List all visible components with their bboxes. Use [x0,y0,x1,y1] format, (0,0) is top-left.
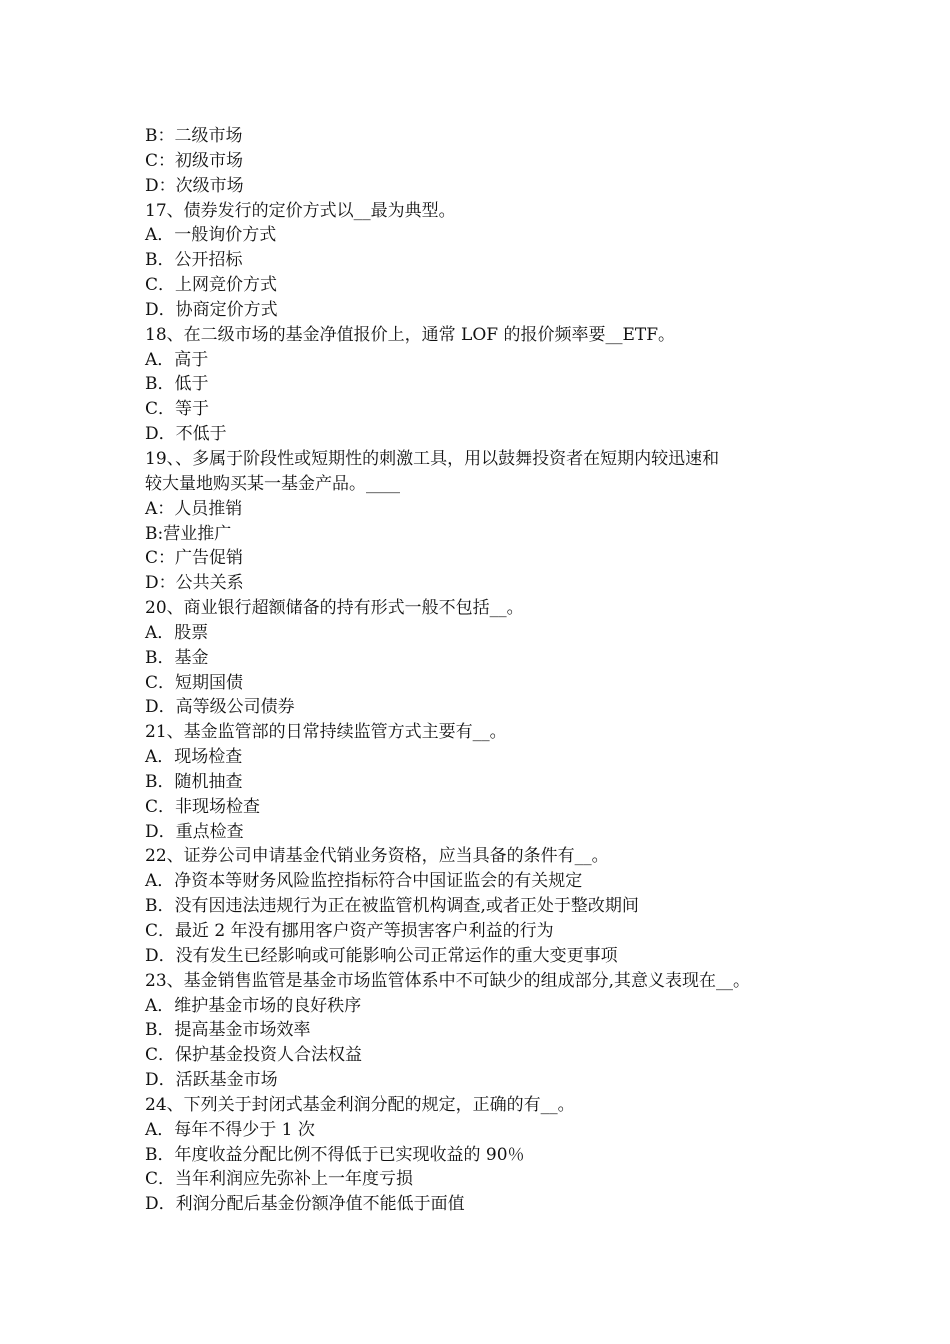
option-line: B．提高基金市场效率 [145,1020,311,1041]
question-18: 18、在二级市场的基金净值报价上，通常 LOF 的报价频率要__ETF。 [145,324,676,345]
option-line: A．现场检查 [145,747,243,768]
option-line: C：广告促销 [145,548,244,569]
option-line: D．高等级公司债券 [145,697,295,718]
option-line: B．年度收益分配比例不得低于已实现收益的 90％ [145,1144,525,1165]
option-line: C．等于 [145,399,210,420]
question-19: 19、、多属于阶段性或短期性的刺激工具，用以鼓舞投资者在短期内较迅速和 [145,448,720,469]
option-line: A．股票 [145,622,209,643]
question-19-continued: 较大量地购买某一基金产品。____ [145,473,400,494]
option-line: D：公共关系 [145,573,244,594]
option-line: D．活跃基金市场 [145,1070,278,1091]
question-20: 20、商业银行超额储备的持有形式一般不包括__。 [145,598,524,619]
option-line: B．公开招标 [145,250,243,271]
option-line: C．上网竞价方式 [145,275,278,296]
question-24: 24、下列关于封闭式基金利润分配的规定，正确的有__。 [145,1094,575,1115]
option-line: D．重点检查 [145,821,244,842]
option-line: A．每年不得少于 1 次 [145,1119,315,1140]
option-line: A．一般询价方式 [145,225,277,246]
option-line: B．低于 [145,374,209,395]
option-line: D：次级市场 [145,175,244,196]
question-17: 17、债券发行的定价方式以__最为典型。 [145,200,456,221]
option-line: B:营业推广 [145,523,232,544]
option-line: C．非现场检查 [145,796,261,817]
option-line: C．当年利润应先弥补上一年度亏损 [145,1169,414,1190]
option-line: C．保护基金投资人合法权益 [145,1045,363,1066]
option-line: A．维护基金市场的良好秩序 [145,995,362,1016]
option-line: C：初级市场 [145,150,244,171]
option-line: B．没有因违法违规行为正在被监管机构调查,或者正处于整改期间 [145,896,639,917]
option-line: D．利润分配后基金份额净值不能低于面值 [145,1194,465,1215]
option-line: A．净资本等财务风险监控指标符合中国证监会的有关规定 [145,871,583,892]
option-line: B．随机抽查 [145,771,243,792]
question-21: 21、基金监管部的日常持续监管方式主要有__。 [145,722,507,743]
option-line: B．基金 [145,647,209,668]
option-line: A：人员推销 [145,498,243,519]
option-line: A．高于 [145,349,209,370]
option-line: C．短期国债 [145,672,244,693]
question-22: 22、证券公司申请基金代销业务资格，应当具备的条件有__。 [145,846,609,867]
option-line: D．协商定价方式 [145,299,278,320]
option-line: B：二级市场 [145,126,243,146]
document-body [145,124,825,1217]
option-line: D．不低于 [145,424,227,445]
option-line: D．没有发生已经影响或可能影响公司正常运作的重大变更事项 [145,945,618,966]
option-line: C．最近 2 年没有挪用客户资产等损害客户利益的行为 [145,921,554,941]
question-23: 23、基金销售监管是基金市场监管体系中不可缺少的组成部分,其意义表现在__。 [145,970,751,991]
